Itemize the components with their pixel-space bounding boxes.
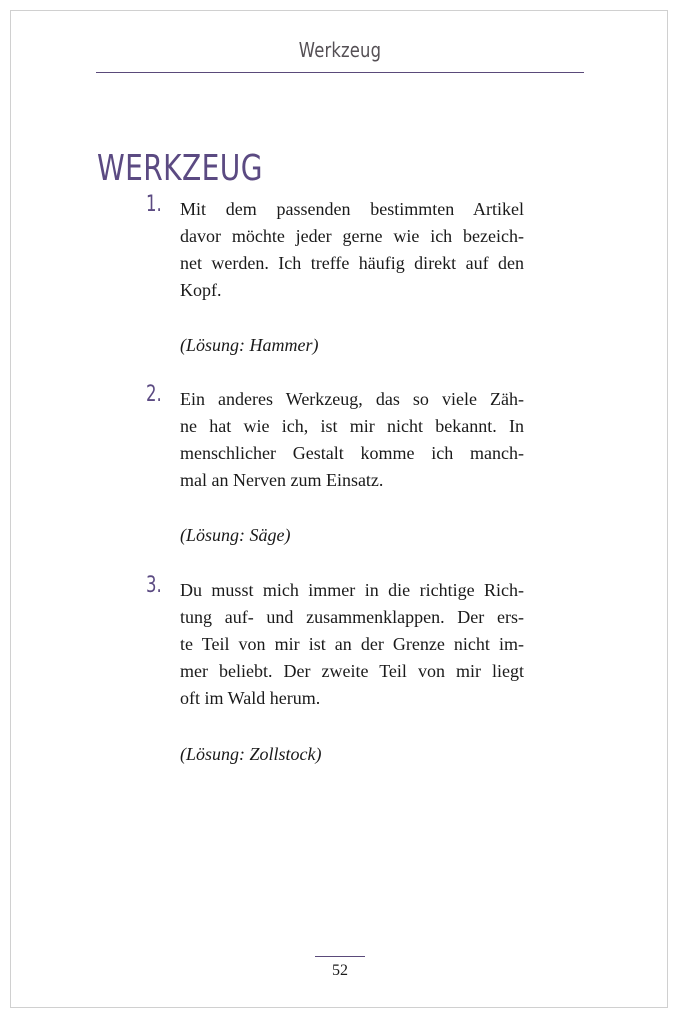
riddle-line: Du musst mich immer in die richtige Rich- xyxy=(180,580,524,600)
riddle-text xyxy=(180,386,524,494)
riddle-line: ne hat wie ich, ist mir nicht bekannt. In xyxy=(180,416,524,436)
riddle-line: Mit dem passenden bestimmten Artikel xyxy=(180,199,524,219)
running-header: Werkzeug xyxy=(298,38,382,62)
riddle-solution: (Lösung: Säge) xyxy=(180,525,291,545)
riddle-number: 3. xyxy=(146,573,162,598)
riddle-number: 2. xyxy=(146,382,162,407)
riddle-line: tung auf- und zusammenklappen. Der ers- xyxy=(180,607,524,627)
page-number: 52 xyxy=(332,962,348,979)
riddle-solution: (Lösung: Hammer) xyxy=(180,335,319,355)
riddle-solution: (Lösung: Zollstock) xyxy=(180,744,322,764)
section-title: WERKZEUG xyxy=(97,148,263,190)
riddle-line: mal an Nerven zum Einsatz. xyxy=(180,470,384,490)
riddle-text xyxy=(180,577,524,712)
riddle-text xyxy=(180,196,524,304)
riddle-line: net werden. Ich treffe häufig direkt auf den xyxy=(180,253,524,273)
riddle-line: mer beliebt. Der zweite Teil von mir liegt xyxy=(180,661,524,681)
riddle-line: Kopf. xyxy=(180,280,222,300)
header-rule xyxy=(96,72,584,73)
riddle-line: Ein anderes Werkzeug, das so viele Zäh- xyxy=(180,389,524,409)
footer-rule xyxy=(315,956,365,957)
riddle-line: davor möchte jeder gerne wie ich bezeich- xyxy=(180,226,524,246)
riddle-line: menschlicher Gestalt komme ich manch- xyxy=(180,443,524,463)
riddle-line: te Teil von mir ist an der Grenze nicht im- xyxy=(180,634,524,654)
riddle-line: oft im Wald herum. xyxy=(180,688,321,708)
riddle-number: 1. xyxy=(146,192,162,217)
